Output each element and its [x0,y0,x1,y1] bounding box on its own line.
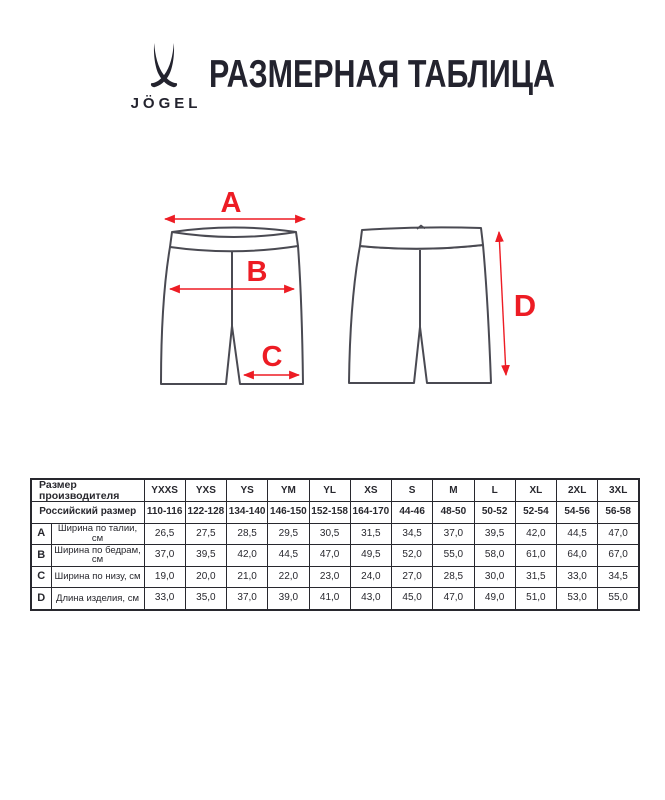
measure-value-cell: 67,0 [598,545,639,567]
measure-value-cell: 39,5 [185,545,226,567]
measure-value-cell: 23,0 [309,566,350,588]
measure-value-cell: 41,0 [309,588,350,610]
russian-size-row [31,502,639,524]
size-header-cell: YXXS [144,479,185,502]
measure-value-cell: 37,0 [433,523,474,545]
russian-size-cell: 164-170 [350,502,391,524]
measure-value-cell: 26,5 [144,523,185,545]
measure-letter-cell: A [31,523,51,545]
size-header-cell: 2XL [557,479,598,502]
measure-value-cell: 37,0 [227,588,268,610]
size-header-cell: S [392,479,433,502]
measure-value-cell: 49,5 [350,545,391,567]
measure-value-cell: 19,0 [144,566,185,588]
measure-value-cell: 33,0 [144,588,185,610]
measurement-row-c [31,566,639,588]
measure-label-b: B [246,256,268,288]
measure-value-cell: 43,0 [350,588,391,610]
measure-value-cell: 55,0 [598,588,639,610]
measure-value-cell: 55,0 [433,545,474,567]
measure-value-cell: 35,0 [185,588,226,610]
measure-value-cell: 49,0 [474,588,515,610]
measure-value-cell: 39,0 [268,588,309,610]
size-header-cell: XL [515,479,556,502]
measure-value-cell: 22,0 [268,566,309,588]
russian-size-cell: 54-56 [557,502,598,524]
size-table-body [31,479,639,610]
measure-value-cell: 37,0 [144,545,185,567]
size-header-cell: YM [268,479,309,502]
measure-value-cell: 61,0 [515,545,556,567]
size-header-cell: L [474,479,515,502]
measurement-row-a [31,523,639,545]
measure-value-cell: 20,0 [185,566,226,588]
russian-size-cell: 110-116 [144,502,185,524]
russian-size-cell: 134-140 [227,502,268,524]
measure-value-cell: 33,0 [557,566,598,588]
measure-value-cell: 29,5 [268,523,309,545]
measure-value-cell: 27,0 [392,566,433,588]
measure-label-c: C [261,341,283,373]
page-title: РАЗМЕРНАЯ ТАБЛИЦА [209,53,555,96]
russian-size-cell: 50-52 [474,502,515,524]
measure-value-cell: 53,0 [557,588,598,610]
size-header-cell: YL [309,479,350,502]
russian-size-cell: 44-46 [392,502,433,524]
manufacturer-size-row [31,479,639,502]
measure-value-cell: 28,5 [433,566,474,588]
measure-value-cell: 58,0 [474,545,515,567]
measure-value-cell: 47,0 [433,588,474,610]
measure-name-cell: Ширина по бедрам, см [51,545,144,567]
russian-size-cell: 152-158 [309,502,350,524]
measure-value-cell: 42,0 [515,523,556,545]
size-header-cell: M [433,479,474,502]
measure-value-cell: 64,0 [557,545,598,567]
measure-value-cell: 28,5 [227,523,268,545]
measurement-row-b [31,545,639,567]
russian-size-cell: 146-150 [268,502,309,524]
size-header-cell: YXS [185,479,226,502]
size-header-cell: XS [350,479,391,502]
measure-value-cell: 30,5 [309,523,350,545]
measure-name-cell: Длина изделия, см [51,588,144,610]
measure-value-cell: 27,5 [185,523,226,545]
size-table [30,478,640,611]
measurement-row-d [31,588,639,610]
measure-value-cell: 47,0 [309,545,350,567]
size-header-cell: 3XL [598,479,639,502]
size-header-cell: YS [227,479,268,502]
measure-value-cell: 34,5 [598,566,639,588]
measure-value-cell: 51,0 [515,588,556,610]
measure-arrow-d [499,232,506,375]
measure-label-a: A [220,187,242,219]
measure-value-cell: 39,5 [474,523,515,545]
measure-value-cell: 44,5 [268,545,309,567]
measure-value-cell: 21,0 [227,566,268,588]
jogel-crossed-horns-icon [146,43,182,93]
measure-value-cell: 34,5 [392,523,433,545]
russian-size-cell: 52-54 [515,502,556,524]
measure-value-cell: 47,0 [598,523,639,545]
russian-size-cell: 122-128 [185,502,226,524]
shorts-measurement-diagram [130,175,560,410]
measure-value-cell: 31,5 [350,523,391,545]
brand-wordmark: JÖGEL [130,95,202,112]
measure-value-cell: 30,0 [474,566,515,588]
manufacturer-size-label: Размер производителя [31,479,144,502]
measure-value-cell: 45,0 [392,588,433,610]
russian-size-label: Российский размер [31,502,144,524]
shorts-back-drawing [349,226,491,384]
russian-size-cell: 48-50 [433,502,474,524]
measure-letter-cell: C [31,566,51,588]
brand-logo [124,43,204,112]
measure-value-cell: 24,0 [350,566,391,588]
measure-letter-cell: B [31,545,51,567]
measure-name-cell: Ширина по талии, см [51,523,144,545]
measure-value-cell: 31,5 [515,566,556,588]
russian-size-cell: 56-58 [598,502,639,524]
measure-value-cell: 44,5 [557,523,598,545]
measure-value-cell: 42,0 [227,545,268,567]
measure-label-d: D [513,288,537,323]
measure-value-cell: 52,0 [392,545,433,567]
measure-name-cell: Ширина по низу, см [51,566,144,588]
measure-letter-cell: D [31,588,51,610]
